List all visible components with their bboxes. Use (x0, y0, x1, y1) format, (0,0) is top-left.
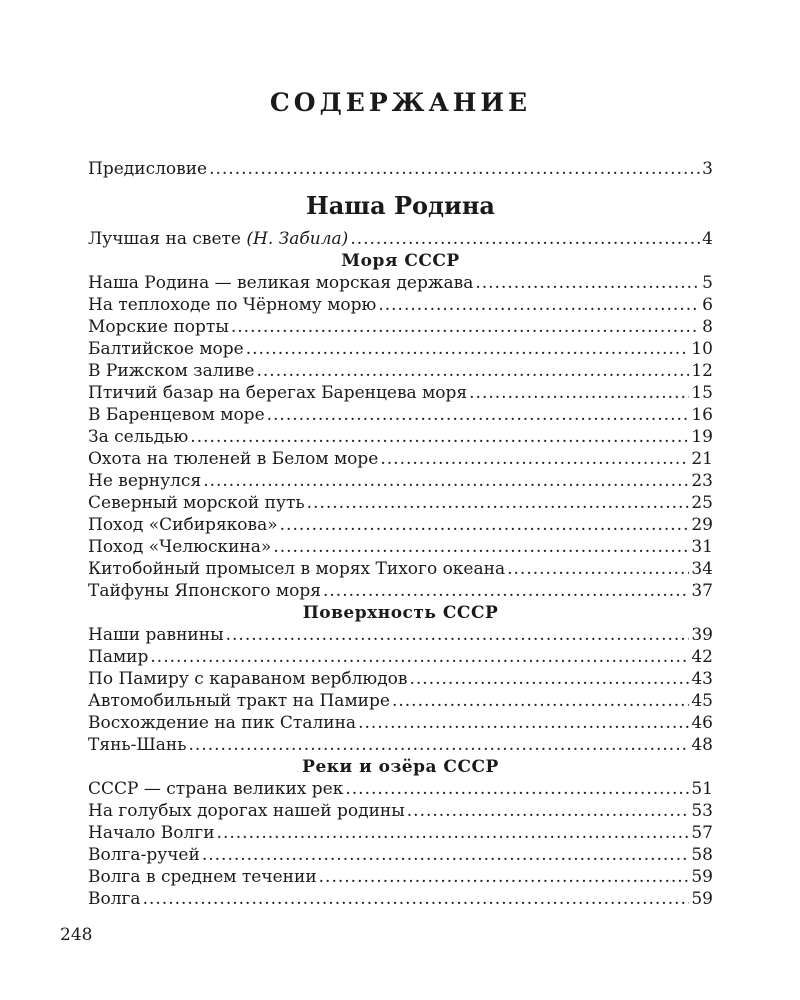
toc-entry-label: Памир (88, 647, 149, 667)
dot-leader (150, 646, 689, 668)
toc-entry (88, 228, 713, 250)
toc-entry (88, 382, 713, 404)
toc-entry (88, 712, 713, 734)
toc-entry-label (88, 228, 348, 250)
section-heading: Поверхность СССР (302, 603, 499, 623)
toc-entry (88, 580, 713, 602)
toc-entry-page: 8 (702, 317, 713, 337)
toc-entry-label: Автомобильный тракт на Памире (88, 691, 390, 711)
toc-entry (88, 316, 713, 338)
toc-entry (88, 448, 713, 470)
toc-entry (88, 404, 713, 426)
toc-entry-page: 57 (691, 823, 713, 843)
toc-entry-page: 31 (691, 537, 713, 557)
dot-leader (280, 514, 690, 536)
toc-entry-page: 25 (691, 493, 713, 513)
toc-entry-page: 21 (691, 449, 713, 469)
toc-entry (88, 866, 713, 888)
dot-leader (267, 404, 690, 426)
toc-entry-page: 34 (691, 559, 713, 579)
toc-entry-page: 37 (691, 581, 713, 601)
toc-entry (88, 536, 713, 558)
toc-entry-page: 12 (691, 361, 713, 381)
dot-leader (378, 294, 700, 316)
toc-entry-page: 23 (691, 471, 713, 491)
toc-entry-label: На теплоходе по Чёрному морю (88, 295, 377, 315)
toc-entry-page: 51 (691, 779, 713, 799)
toc-entry-page: 10 (691, 339, 713, 359)
dot-leader (358, 712, 689, 734)
toc-entry (88, 294, 713, 316)
toc-entry (88, 338, 713, 360)
dot-leader (407, 800, 690, 822)
table-of-contents (88, 158, 713, 910)
toc-entry-label: Тянь-Шань (88, 735, 187, 755)
toc-entry (88, 624, 713, 646)
toc-entry (88, 646, 713, 668)
toc-entry-page: 19 (691, 427, 713, 447)
toc-entry-page: 42 (691, 647, 713, 667)
toc-entry-page: 39 (691, 625, 713, 645)
page-title: СОДЕРЖАНИЕ (269, 88, 532, 117)
dot-leader (507, 558, 689, 580)
toc-entry (88, 272, 713, 294)
dot-leader (246, 338, 690, 360)
toc-entry-label: Поход «Челюскина» (88, 537, 272, 557)
toc-entry-page: 15 (691, 383, 713, 403)
dot-leader (380, 448, 689, 470)
toc-entry (88, 470, 713, 492)
toc-entry-page: 3 (702, 159, 713, 179)
dot-leader (350, 228, 700, 250)
toc-entry-page: 43 (691, 669, 713, 689)
toc-entry-label: СССР — страна великих рек (88, 779, 344, 799)
toc-entry-label: За сельдью (88, 427, 189, 447)
dot-leader (469, 382, 689, 404)
toc-entry-page: 58 (691, 845, 713, 865)
toc-entry-page: 45 (691, 691, 713, 711)
dot-leader (203, 470, 689, 492)
toc-entry-page: 5 (702, 273, 713, 293)
dot-leader (226, 624, 690, 646)
toc-page (88, 0, 713, 1000)
toc-entry-page: 16 (691, 405, 713, 425)
toc-entry-label: Охота на тюленей в Белом море (88, 449, 379, 469)
toc-entry-label: По Памиру с караваном верблюдов (88, 669, 408, 689)
dot-leader (410, 668, 690, 690)
toc-entry-label: Северный морской путь (88, 493, 305, 513)
toc-entry-label: В Баренцевом море (88, 405, 265, 425)
dot-leader (345, 778, 689, 800)
toc-entry-page: 59 (691, 867, 713, 887)
toc-entry (88, 360, 713, 382)
toc-entry (88, 492, 713, 514)
toc-entry (88, 734, 713, 756)
toc-entry-page: 59 (691, 889, 713, 909)
toc-entry (88, 888, 713, 910)
toc-entry-label: Начало Волги (88, 823, 215, 843)
toc-entry-page: 48 (691, 735, 713, 755)
dot-leader (273, 536, 689, 558)
part-heading: Наша Родина (306, 191, 495, 220)
toc-entry-label: Китобойный промысел в морях Тихого океана (88, 559, 506, 579)
dot-leader (143, 888, 690, 910)
dot-leader (323, 580, 689, 602)
toc-entry (88, 558, 713, 580)
toc-entry (88, 426, 713, 448)
toc-entry-label: Балтийское море (88, 339, 244, 359)
toc-entry-label: Восхождение на пик Сталина (88, 713, 357, 733)
toc-entry-label: Волга-ручей (88, 845, 200, 865)
toc-entry-label: Птичий базар на берегах Баренцева моря (88, 383, 468, 403)
toc-entry-label: В Рижском заливе (88, 361, 255, 381)
toc-entry-label: Не вернулся (88, 471, 202, 491)
toc-entry (88, 668, 713, 690)
toc-entry-page: 46 (691, 713, 713, 733)
toc-entry-page: 53 (691, 801, 713, 821)
toc-entry-page: 6 (702, 295, 713, 315)
toc-entry (88, 844, 713, 866)
toc-entry-label: Волга (88, 889, 141, 909)
toc-entry-label: Предисловие (88, 159, 208, 179)
toc-entry (88, 690, 713, 712)
dot-leader (392, 690, 689, 712)
toc-entry (88, 514, 713, 536)
toc-entry-label: Волга в среднем течении (88, 867, 317, 887)
dot-leader (256, 360, 689, 382)
toc-entry-page: 29 (691, 515, 713, 535)
toc-entry (88, 822, 713, 844)
section-heading: Реки и озёра СССР (302, 757, 499, 777)
dot-leader (202, 844, 690, 866)
toc-entry (88, 800, 713, 822)
section-heading: Моря СССР (341, 251, 460, 271)
toc-entry-label: Тайфуны Японского моря (88, 581, 321, 601)
dot-leader (189, 734, 690, 756)
dot-leader (319, 866, 690, 888)
dot-leader (475, 272, 700, 294)
dot-leader (209, 158, 700, 180)
toc-entry-preface (88, 158, 713, 180)
dot-leader (307, 492, 690, 514)
dot-leader (190, 426, 689, 448)
toc-entry (88, 778, 713, 800)
toc-entry-label: Наша Родина — великая морская держава (88, 273, 474, 293)
toc-entry-label: Наши равнины (88, 625, 224, 645)
page-number: 248 (60, 925, 93, 945)
toc-entry-label: На голубых дорогах нашей родины (88, 801, 405, 821)
toc-entry-label: Морские порты (88, 317, 229, 337)
toc-entry-label: Поход «Сибирякова» (88, 515, 278, 535)
toc-entry-page: 4 (702, 229, 713, 249)
toc-entry-author: (Н. Забила) (246, 229, 349, 249)
toc-entry-title: Лучшая на свете (88, 229, 241, 249)
dot-leader (231, 316, 700, 338)
dot-leader (217, 822, 690, 844)
